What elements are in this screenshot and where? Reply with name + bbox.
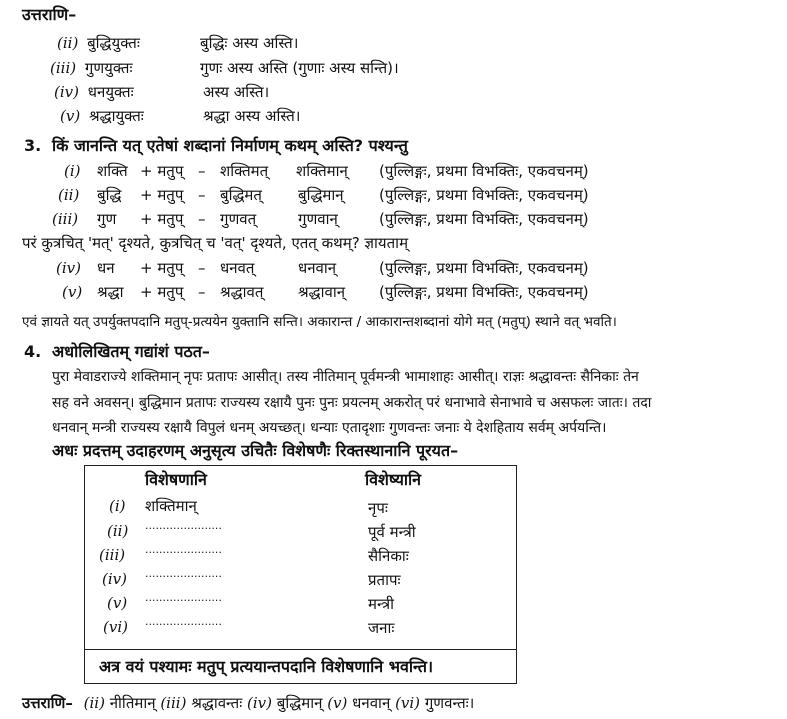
answers-heading: उत्तराणि– — [22, 5, 77, 24]
form-mat: शक्तिमत् — [220, 162, 269, 180]
question-4-number: 4. — [24, 342, 42, 361]
item-number: (iv) — [54, 83, 79, 101]
suffix: + मतुप् — [140, 259, 184, 277]
grammar-note: (पुल्लिङ्गः, प्रथमा विभक्तिः, एकवचनम्) — [379, 162, 589, 180]
dash: – — [198, 162, 206, 180]
question-4-text: अधोलिखितम् गद्यांशं पठत– — [52, 342, 210, 361]
noun-value: जनाः — [368, 619, 395, 637]
answer-text: श्रद्धावन्तः — [191, 694, 243, 712]
item-number: (ii) — [58, 186, 80, 204]
suffix: + मतुप् — [140, 186, 184, 204]
form-mat: धनवत् — [220, 259, 255, 277]
table-divider — [85, 649, 516, 650]
dash: – — [198, 283, 206, 301]
row-number: (iii) — [99, 546, 126, 564]
suffix: + मतुप् — [140, 283, 184, 301]
answer-text: धनवान् — [352, 694, 391, 712]
question-3-number: 3. — [24, 136, 42, 155]
adjective-blank[interactable]: ...................... — [145, 519, 222, 532]
answer-text: बुद्धिमान् — [276, 694, 323, 712]
column-header-adjectives: विशेषणानि — [145, 470, 207, 489]
form-final: गुणवान् — [298, 210, 338, 228]
grammar-note: (पुल्लिङ्गः, प्रथमा विभक्तिः, एकवचनम्) — [379, 283, 589, 301]
base-word: शक्ति — [97, 162, 128, 180]
question-3-interlude: परं कुत्रचित् 'मत्' दृश्यते, कुत्रचित् च 'वत्' दृश्यते, एतत् कथम्? ज्ञायताम् — [22, 234, 409, 252]
item-number: (iii) — [52, 210, 79, 228]
row-number: (vi) — [103, 618, 128, 636]
row-number: (iv) — [102, 570, 127, 588]
fill-in-table — [84, 465, 517, 684]
suffix: + मतुप् — [140, 162, 184, 180]
adjective-blank[interactable]: ...................... — [145, 567, 222, 580]
item-number: (i) — [64, 162, 81, 180]
answer-word: धनयुक्तः — [87, 83, 134, 101]
column-header-nouns: विशेष्यानि — [365, 470, 422, 489]
answer-row — [50, 58, 133, 78]
answer-meaning: अस्य अस्ति। — [203, 83, 270, 101]
answer-number: (ii) — [83, 694, 105, 712]
row-number: (v) — [107, 594, 128, 612]
passage-line: धनवान् मन्त्री राज्यस्य रक्षायै विपुलं धनम् अयच्छत्। धन्याः एतादृशाः गुणवन्तः जनाः ये देशहिताय सर्वम् अर्पयन्ति। — [52, 420, 607, 436]
answer-word: श्रद्धायुक्तः — [88, 107, 144, 125]
passage-line: सह वने अवसन्। बुद्धिमान प्रतापः राज्यस्य रक्षायै पुनः पुनः प्रयत्नम् अकरोत् परं धनाभावे सेनाभावे च असफलः जातः। तदा — [52, 395, 652, 411]
form-mat: बुद्धिमत् — [220, 186, 262, 204]
row-number: (ii) — [107, 522, 129, 540]
answer-word: बुद्धियुक्तः — [87, 34, 140, 52]
question-3-text: किं जानन्ति यत् एतेषां शब्दानां निर्माणम् कथम् अस्ति? पश्यन्तु — [52, 136, 408, 155]
base-word: गुण — [97, 210, 117, 228]
item-number: (v) — [60, 107, 81, 125]
form-final: धनवान् — [298, 259, 337, 277]
noun-value: प्रतापः — [368, 571, 401, 589]
base-word: धन — [97, 259, 115, 277]
form-mat: श्रद्धावत् — [220, 283, 264, 301]
adjective-blank[interactable]: ...................... — [145, 543, 222, 556]
grammar-note: (पुल्लिङ्गः, प्रथमा विभक्तिः, एकवचनम्) — [379, 210, 589, 228]
form-final: शक्तिमान् — [296, 162, 348, 180]
noun-value: नृपः — [368, 499, 388, 517]
grammar-note: (पुल्लिङ्गः, प्रथमा विभक्तिः, एकवचनम्) — [379, 259, 589, 277]
base-word: श्रद्धा — [97, 283, 124, 301]
answer-meaning: श्रद्धा अस्य अस्ति। — [203, 107, 301, 125]
answer-number: (iv) — [247, 694, 273, 712]
answer-text: नीतिमान् — [109, 694, 156, 712]
question-3-conclusion: एवं ज्ञायते यत् उपर्युक्तपदानि मतुप्-प्रत्ययेन युक्तानि सन्ति। अकारान्त / आकारान्तशब्दानां योगे मत् (मतुप्) स्थाने वत् भवति। — [22, 314, 617, 330]
base-word: बुद्धि — [97, 186, 122, 204]
answer-row — [57, 33, 140, 53]
answer-text: गुणवन्तः। — [424, 694, 475, 712]
adjective-blank[interactable]: ...................... — [145, 615, 222, 628]
answer-meaning: गुणः अस्य अस्ति (गुणाः अस्य सन्ति)। — [200, 59, 399, 77]
adjective-blank[interactable]: ...................... — [145, 591, 222, 604]
grammar-note: (पुल्लिङ्गः, प्रथमा विभक्तिः, एकवचनम्) — [379, 186, 589, 204]
form-final: बुद्धिमान् — [298, 186, 344, 204]
answers-2-label: उत्तराणि– — [22, 694, 73, 712]
answer-row — [54, 82, 134, 102]
passage-line: पुरा मेवाडराज्ये शक्तिमान् नृपः प्रतापः आसीत्। तस्य नीतिमान् पूर्वमन्त्री भामाशाहः आसीत्। राज्ञः श्रद्धावन्तः सैनिकाः तेन — [52, 369, 639, 385]
item-number: (v) — [62, 283, 83, 301]
dash: – — [198, 186, 206, 204]
adjective-value: शक्तिमान् — [145, 497, 197, 515]
row-number: (i) — [109, 497, 126, 515]
dash: – — [198, 259, 206, 277]
answer-row — [60, 106, 144, 126]
item-number: (ii) — [57, 34, 79, 52]
answer-number: (v) — [327, 694, 348, 712]
noun-value: मन्त्री — [368, 595, 395, 613]
noun-value: पूर्व मन्त्री — [368, 523, 416, 541]
form-final: श्रद्धावान् — [298, 283, 346, 301]
dash: – — [198, 210, 206, 228]
answers-2 — [22, 693, 474, 713]
noun-value: सैनिकाः — [368, 547, 409, 565]
answer-number: (iii) — [160, 694, 187, 712]
answer-number: (vi) — [395, 694, 421, 712]
item-number: (iii) — [50, 59, 77, 77]
answer-meaning: बुद्धिः अस्य अस्ति। — [200, 34, 299, 52]
item-number: (iv) — [56, 259, 81, 277]
suffix: + मतुप् — [140, 210, 184, 228]
table-footer-note: अत्र वयं पश्यामः मतुप् प्रत्ययान्तपदानि विशेषणानि भवन्ति। — [99, 657, 434, 676]
answer-word: गुणयुक्तः — [84, 59, 133, 77]
question-4-instruction: अधः प्रदत्तम् उदाहरणम् अनुसृत्य उचितैः विशेषणैः रिक्तस्थानानि पूरयत– — [52, 441, 459, 460]
form-mat: गुणवत् — [220, 210, 257, 228]
